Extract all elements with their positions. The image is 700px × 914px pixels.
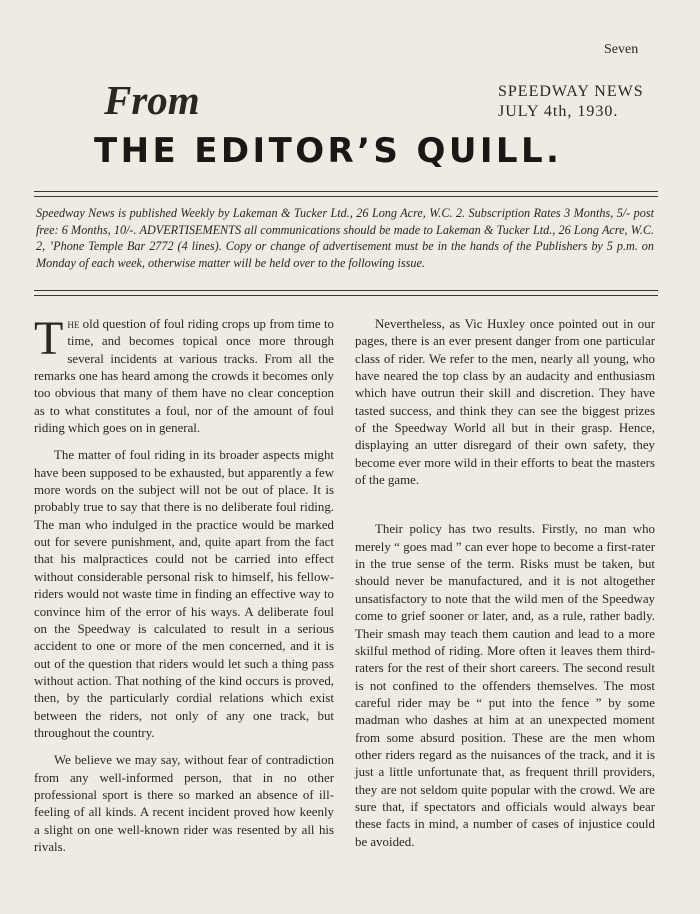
double-rule-top — [34, 191, 658, 197]
paragraph-text: old question of foul riding crops up from time to time, and becomes topical once more through several incidents at various tracks. From all the remarks one has heard among the crowds it becomes only too obvious that many of them have no clear conception as to what constitutes a foul, nor of the amount of foul riding which goes on in general. — [34, 317, 334, 436]
article-column-left — [34, 312, 334, 866]
publication-name: SPEEDWAY NEWS — [498, 83, 644, 100]
header-from: From — [104, 77, 200, 123]
article-paragraph: The matter of foul riding in its broader aspects might have been supposed to be exhausted, but apparently a few more words on the subject will not be out of place. It is probably true to say that there is no deliberate foul riding. The man who indulged in the practice would be marked out for severe punishment, and, quite apart from the fact that his malpractices could not be carried into effect without considerable personal risk to himself, his fellow-riders would not waste time in finding an effective way to convince him of the error of his ways. A deliberate foul on the Speedway is calculated to result in a serious accident to one or more of the men concerned, and it is out of the question that riders would let such a thing pass without action. That nothing of the kind occurs is proved, then, by the particularly cordial relations which exist between the riders, not only of any one track, but throughout the country. — [34, 448, 334, 740]
article-paragraph — [34, 312, 334, 437]
paragraph-gap — [355, 499, 655, 521]
opening-caps: he — [67, 317, 80, 331]
page-title: THE EDITOR’S QUILL. — [94, 131, 563, 171]
publication-date: JULY 4th, 1930. — [498, 103, 619, 120]
article-paragraph: Nevertheless, as Vic Huxley once pointed out in our pages, there is an ever present danger from one particular class of rider. We refer to the men, nearly all young, who have neared the top class by an audacity and enthusiasm which have outrun their skill and discretion. They have tasted success, and think they can see the biggest prizes of the Speedway World all but in their grasp. Hence, displaying an utter disregard of their own safety, they become ever more wild in their efforts to beat the masters of the game. — [355, 317, 655, 488]
drop-cap: T — [34, 312, 64, 365]
article-paragraph: We believe we may say, without fear of contradiction from any well-informed person, that in no other professional sport is there so marked an absence of ill-feeling of all kinds. A recent incident proved how keenly a slight on one well-known rider was resented by all his rivals. — [34, 753, 334, 854]
article-paragraph: Their policy has two results. Firstly, no man who merely “ goes mad ” can ever hope to become a first-rater in the true sense of the term. Risks must be taken, but should never be manufactured, and it is not altogether unsatisfactory to note that the wild men of the Speedway come to grief sooner or later, and, as a rule, rather badly. Their smash may teach them caution and lead to a more skilful method of riding. More often it leaves them third-raters for the rest of their short careers. The second result is not confined to the offenders themselves. The most careful rider may be “ put into the fence ” by some madman who dashes at him at an unexpected moment from some absurd position. These are the men whom other riders regard as the nuisances of the track, and it is just a little unfortunate that, as frequent thrill providers, they are not seldom quite popular with the crowd. We are sure that, if spectators and officials would always bear these facts in mind, a number of cases of injustice could be avoided. — [355, 522, 655, 849]
double-rule-bottom — [34, 290, 658, 296]
publication-block — [498, 82, 658, 122]
article-column-right — [355, 316, 655, 861]
publisher-notice: Speedway News is published Weekly by Lakeman & Tucker Ltd., 26 Long Acre, W.C. 2. Subscription Rates 3 Months, 5/- post free: 6 Months, 10/-. ADVERTISEMENTS all communications should be made to Lakeman & Tucker Ltd., 26 Long Acre, W.C. 2, ’Phone Temple Bar 2772 (4 lines). Copy or change of advertisement must be in the hands of the Publishers by 5 p.m. on Monday of each week, otherwise matter will be held over to the following issue. — [36, 206, 654, 270]
page-number: Seven — [604, 42, 639, 57]
